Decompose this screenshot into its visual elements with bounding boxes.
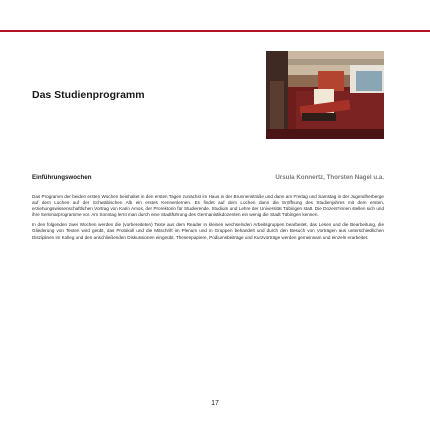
photo-feet-on-bench — [266, 51, 384, 139]
section-title: Einführungswochen — [32, 174, 92, 181]
body-text — [32, 194, 384, 245]
section-authors: Ursula Konnertz, Thorsten Nagel u.a. — [275, 174, 384, 181]
header-rule — [0, 30, 430, 32]
paragraph: Das Programm der beiden ersten Wochen beinhaltet in den ersten Tagen zunächst im Haus in der Brunnenstraße und dann am Freitag und Samstag in der Jugendherberge auf dem Lochen auf der Schwäbischen Alb ein erstes Kennenlernen. Es findet auf dem Lochen dann die Eröffnung des Studienjahres mit dem ersten, erziehungswissenschaftlichen Vortrag von Karin Amos, der Prorektorin für Studierende, Studium und Lehre der Universität Tübingen statt. Die Dozent*innen stellen sich und ihre Seminarprogramme vor. Am Sonntag lernt man durch eine Stadtführung des Germanistikdozenten ein wenig die Stadt Tübingen kennen. — [32, 194, 384, 218]
paragraph: In den folgenden zwei Wochen werden die (vorbereiteten) Texte aus dem Reader in kleinen wechselnden Arbeitsgruppen bearbeitet, das Lesen und die Bearbeitung, die Gliederung von Texten wird geübt, das Protokoll und die Mitschrift im Plenum und in Gruppen behandelt und durch den Besuch von Vorträgen aus unterschiedlichen Disziplinen im Kolleg und den anschließenden Diskussionen eingeübt. Thesenpapiere, Podiumsbeiträge und Kurzvorträge werden gemeinsam und einzeln erarbeitet. — [32, 222, 384, 240]
page-number: 17 — [211, 400, 219, 407]
section-header — [32, 174, 384, 184]
page-title: Das Studienprogramm — [32, 89, 145, 101]
